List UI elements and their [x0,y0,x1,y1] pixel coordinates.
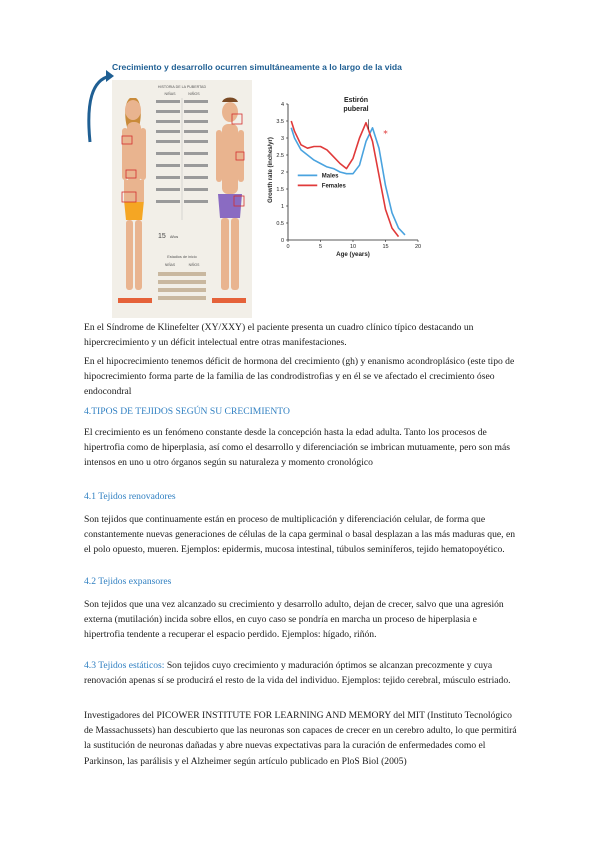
section-heading: 4.2 Tejidos expansores [84,576,172,587]
curved-arrow-icon [84,62,114,152]
y-tick-label: 0 [280,238,284,244]
section-heading: 4.1 Tejidos renovadores [84,491,176,502]
x-tick-label: 10 [349,244,357,250]
legend-label-males: Males [321,173,339,180]
illustration-header: HISTORIA DE LA PUBERTAD [157,85,207,89]
inline-heading: 4.3 Tejidos estáticos: [84,660,165,671]
stage-girls: NIÑAS [164,263,176,267]
paragraph: Investigadores del PICOWER INSTITUTE FOR LEARNING AND MEMORY del MIT (Instituto Tecnológico de Massachussets) han descubierto que las neuronas son capaces de crecer en un cerebro adulto, lo que permitirá la sustitución de neuronas dañadas y abre nuevas expectativas para la curación de enfermedades como el Parkinson, las parálisis y el Alzheimer según artículo publicado en PloS Biol (2005) [84,710,517,767]
age-caption: Años [170,235,179,239]
paragraph: En el Síndrome de Klinefelter (XY/XXY) el paciente presenta un cuadro clínico típico destacando un hipercrecimiento y un déficit intelectual entre otras manifestaciones. [84,322,474,349]
growth-figure [84,62,424,318]
legend-label-females: Females [321,183,346,190]
y-tick-label: 0.5 [276,221,284,227]
paragraph-with-inline-heading [84,658,518,688]
paragraph: Son tejidos que una vez alcanzado su crecimiento y desarrollo adulto, dejan de crecer, salvo que una agresión externa (mutilación) incida sobre ellos, en cuyo caso se pondría en marcha un proceso de hiperplasia e hipertrofia tendente a recuperar el espacio perdido. Ejemplos: hígado, riñón. [84,599,504,641]
paragraph: Son tejidos que continuamente están en proceso de multiplicación y diferenciación celular, de forma que constantemente nuevas generaciones de células de la capa germinal o basal desplazan a las más maduras que, en el polo opuesto, mueren. Ejemplos: epidermis, mucosa intestinal, túbulos seminíferos, tejido hematopoyético. [84,514,516,556]
peak-marker: * [383,129,388,140]
x-tick-label: 15 [382,244,389,250]
paragraph: El crecimiento es un fenómeno constante desde la concepción hasta la edad adulta. Tanto los procesos de hipertrofia como de hiperplasia, así como el desarrollo y diferenciación se imbrican mutuamente, pero son más intensos en uno u otro órganos según su naturaleza y momento cronológico [84,427,510,469]
paragraph: En el hipocrecimiento tenemos déficit de hormona del crecimiento (gh) y enanismo acondroplásico (este tipo de hipocrecimiento forma parte de la familia de las condrodistrofias y en él se ve afectado el crecimiento óseo endocondral [84,356,515,398]
puberty-body-illustration [112,80,252,318]
paragraph-text: Son tejidos cuyo crecimiento y maduración óptimos se alcanzan precozmente y cuya renovación apenas sí se producirá el resto de la vida del individuo. Ejemplos: tejido cerebral, músculo estriado. [84,660,511,687]
annotation-line-1: Estirón [343,97,369,104]
female-figure [122,98,146,290]
x-tick-label: 0 [286,244,290,250]
y-tick-label: 4 [280,102,284,108]
y-tick-label: 2.5 [276,153,284,159]
chart-ylabel: Growth rate (inches/yr) [268,137,274,203]
y-tick-label: 1 [280,204,284,210]
x-tick-label: 20 [414,244,422,250]
y-tick-label: 2 [280,170,284,176]
stages-label: Estadios de inicio [167,255,197,259]
illustration-col-girls: NIÑAS [164,92,176,96]
y-tick-label: 1.5 [276,187,284,193]
male-figure [216,98,244,291]
chart-xlabel: Age (years) [336,251,370,258]
growth-rate-chart [262,80,424,318]
stage-boys: NIÑOS [188,263,200,267]
y-tick-label: 3.5 [276,119,284,125]
x-tick-label: 5 [318,244,323,250]
illustration-col-boys: NIÑOS [188,92,200,96]
annotation-line-2: puberal [343,106,369,113]
y-tick-label: 3 [280,136,284,142]
age-note: 15 [158,233,166,240]
figure-title: Crecimiento y desarrollo ocurren simultáneamente a lo largo de la vida [112,62,402,72]
section-heading: 4.TIPOS DE TEJIDOS SEGÚN SU CRECIMIENTO [84,406,290,417]
